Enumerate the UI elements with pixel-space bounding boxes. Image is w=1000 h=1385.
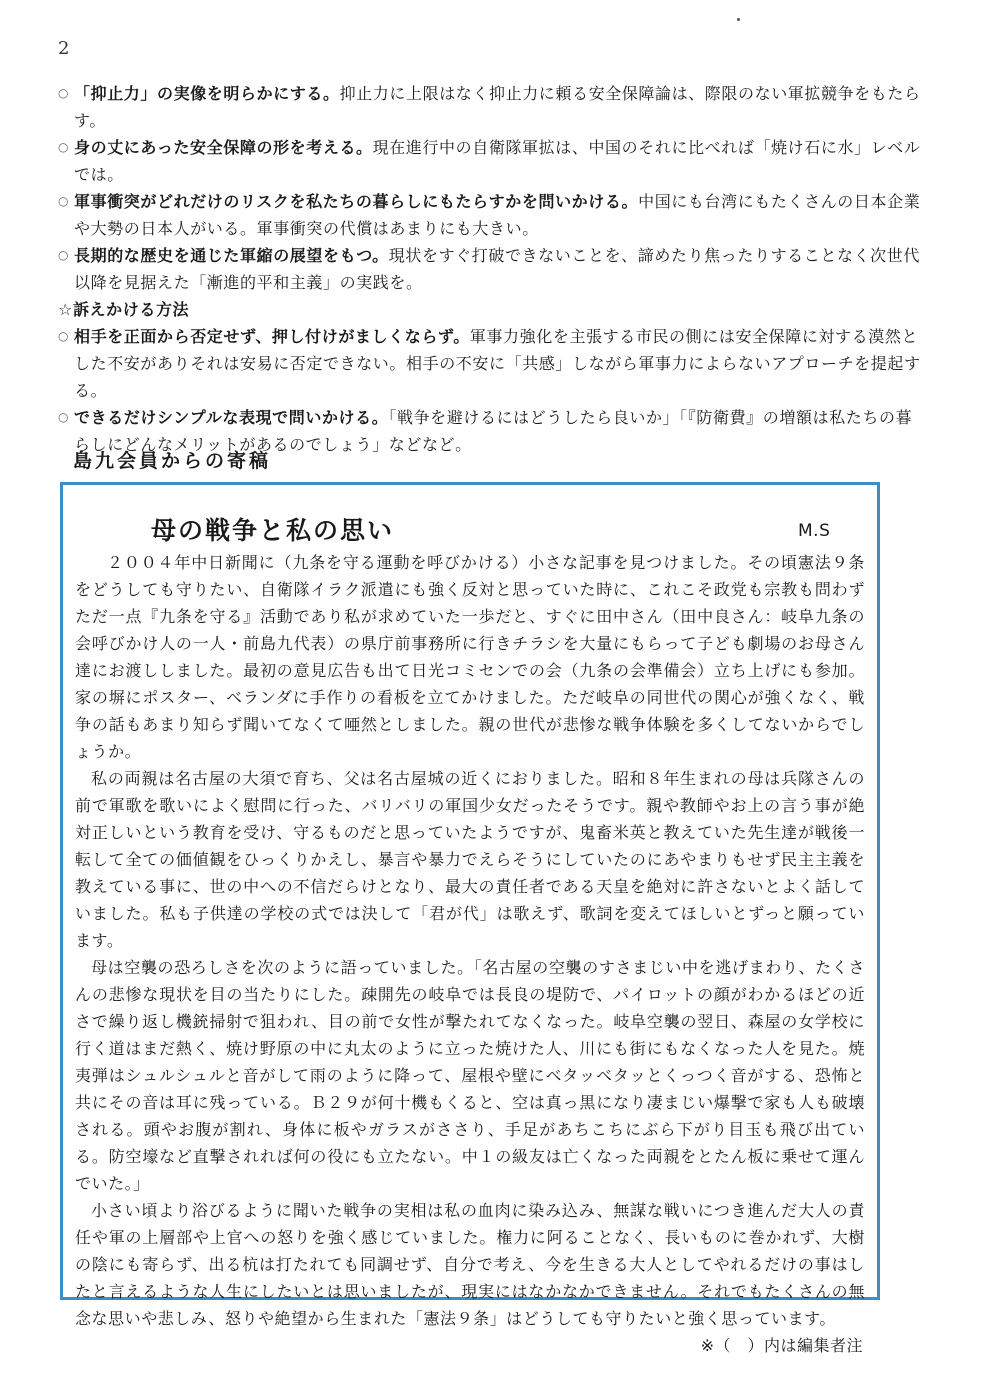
article-paragraph: 母は空襲の恐ろしさを次のように語っていました。「名古屋の空襲のすさまじい中を逃げまわり、たくさんの悲惨な現状を目の当たりにした。疎開先の岐阜では長良の堤防で、パイロットの顔がわかるほどの近さで繰り返し機銃掃射で狙われ、目の前で女性が撃たれてなくなった。岐阜空襲の翌日、森屋の女学校に行く道はまだ熱く、焼け野原の中に丸太のように立った焼けた人、川にも街にもなくなった人を見た。焼夷弾はシュルシュルと音がして雨のように降って、屋根や壁にベタッベタッとくっつく音がする、恐怖と共にその音は耳に残っている。Ｂ２９が何十機もくると、空は真っ黒になり凄まじい爆撃で家も人も破壊される。頭やお腹が割れ、身体に板やガラスがささり、手足があちこちにぶら下がり目玉も飛び出ている。防空壕など直撃されれば何の役にも立たない。中１の級友は亡くなった両親をとたん板に乗せて運んでいた。」 — [75, 958, 865, 1193]
item-body: 中国にも台湾にもたくさんの日本企業や大勢の日本人がいる。軍事衝突の代償はあまりにも大きい。 — [74, 192, 921, 238]
item-lead: 相手を正面から否定せず、押し付けがましくならず。 — [74, 327, 470, 346]
list-item — [58, 323, 928, 404]
article-paragraph: 私の両親は名古屋の大須で育ち、父は名古屋城の近くにおりました。昭和８年生まれの母は兵隊さんの前で軍歌を歌いによく慰問に行った、バリバリの軍国少女だったそうです。親や教師やお上の言う事が絶対正しいという教育を受け、守るものだと思っていたようですが、鬼畜米英と教えていた先生達が戦後一転して全ての価値観をひっくりかえし、暴言や暴力でえらそうにしていたのにあやまりもせず民主主義を教えている事に、世の中への不信だらけとなり、最大の責任者である天皇を絶対に許さないとよく話していました。私も子供達の学校の式では決して「君が代」は歌えず、歌詞を変えてほしいとずっと願っています。 — [75, 769, 865, 950]
item-body: 抑止力に上限はなく抑止力に頼る安全保障論は、際限のない軍拡競争をもたらす。 — [74, 84, 921, 130]
circle-bullet-icon: ○ — [58, 248, 70, 262]
item-lead: 長期的な歴史を通じた軍縮の展望をもつ。 — [74, 246, 389, 265]
item-body: 「戦争を避けるにはどうしたら良いか」「『防衛費』の増額は私たちの暮らしにどんなメリットがあるのでしょう」などなど。 — [74, 408, 913, 454]
article-title: 母の戦争と私の思い — [151, 516, 395, 545]
article-paragraph: 小さい頃より浴びるように聞いた戦争の実相は私の血肉に染み込み、無謀な戦いにつき進んだ大人の責任や軍の上層部や上官への怒りを強く感じていました。権力に阿ることなく、長いものに巻かれず、大樹の陰にも寄らず、出る杭は打たれても同調せず、自分で考え、今を生きる大人としてやれるだけの事はしたと言えるような人生にしたいとは思いましたが、現実にはなかなかできません。それでもたくさんの無念な思いや悲しみ、怒りや絶望から生まれた「憲法９条」はどうしても守りたいと強く思っています。 — [75, 1201, 865, 1328]
item-body: 軍事力強化を主張する市民の側には安全保障に対する漠然とした不安がありそれは安易に否定できない。相手の不安に「共感」しながら軍事力によらないアプローチを提起する。 — [74, 327, 921, 400]
item-lead: 身の丈にあった安全保障の形を考える。 — [74, 138, 373, 157]
item-lead: 軍事衝突がどれだけのリスクを私たちの暮らしにもたらすかを問いかける。 — [74, 192, 639, 211]
editor-note: ※（ ）内は編集者注 — [700, 1336, 863, 1355]
list-item — [58, 134, 928, 188]
circle-bullet-icon: ○ — [58, 140, 70, 154]
article-author: M.S — [798, 521, 831, 541]
circle-bullet-icon: ○ — [58, 194, 70, 208]
article-box — [60, 482, 880, 1355]
item-body: 現状をすぐ打破できないことを、諦めたり焦ったりすることなく次世代以降を見据えた「漸進的平和主義」の実践を。 — [74, 246, 920, 292]
article-paragraph: ２００４年中日新聞に（九条を守る運動を呼びかける）小さな記事を見つけました。その頃憲法９条をどうしても守りたい、自衛隊イラク派遣にも強く反対と思っていた時に、これこそ政党も宗教も問わずただ一点『九条を守る』活動であり私が求めていた一歩だと、すぐに田中さん（田中良さん：岐阜九条の会呼びかけ人の一人・前島九代表）の県庁前事務所に行きチラシを大量にもらって子ども劇場のお母さん達にお渡ししました。最初の意見広告も出て日光コミセンでの会（九条の会準備会）立ち上げにも参加。家の塀にポスター、ベランダに手作りの看板を立てかけました。ただ岐阜の同世代の関心が強くなく、戦争の話もあまり知らず聞いてなくて唖然としました。親の世代が悲惨な戦争体験を多くしてないからでしょうか。 — [75, 553, 865, 761]
circle-bullet-icon: ○ — [58, 329, 70, 343]
circle-bullet-icon: ○ — [58, 410, 70, 424]
scan-speck — [737, 18, 740, 21]
article-body — [63, 549, 877, 1332]
list-item — [58, 80, 928, 134]
circle-bullet-icon: ○ — [58, 86, 70, 100]
list-item — [58, 188, 928, 242]
item-body: 現在進行中の自衛隊軍拡は、中国のそれに比べれば「焼け石に水」レベルでは。 — [74, 138, 921, 184]
item-lead: できるだけシンプルな表現で問いかける。 — [74, 408, 389, 427]
list-item — [58, 242, 928, 296]
section-title: 島九会員からの寄稿 — [73, 450, 272, 472]
item-lead: 「抑止力」の実像を明らかにする。 — [74, 84, 340, 103]
methods-subheading: ☆訴えかける方法 — [58, 300, 190, 319]
proposals-section — [58, 80, 928, 458]
article-header — [63, 511, 877, 549]
page-number: 2 — [58, 38, 70, 59]
